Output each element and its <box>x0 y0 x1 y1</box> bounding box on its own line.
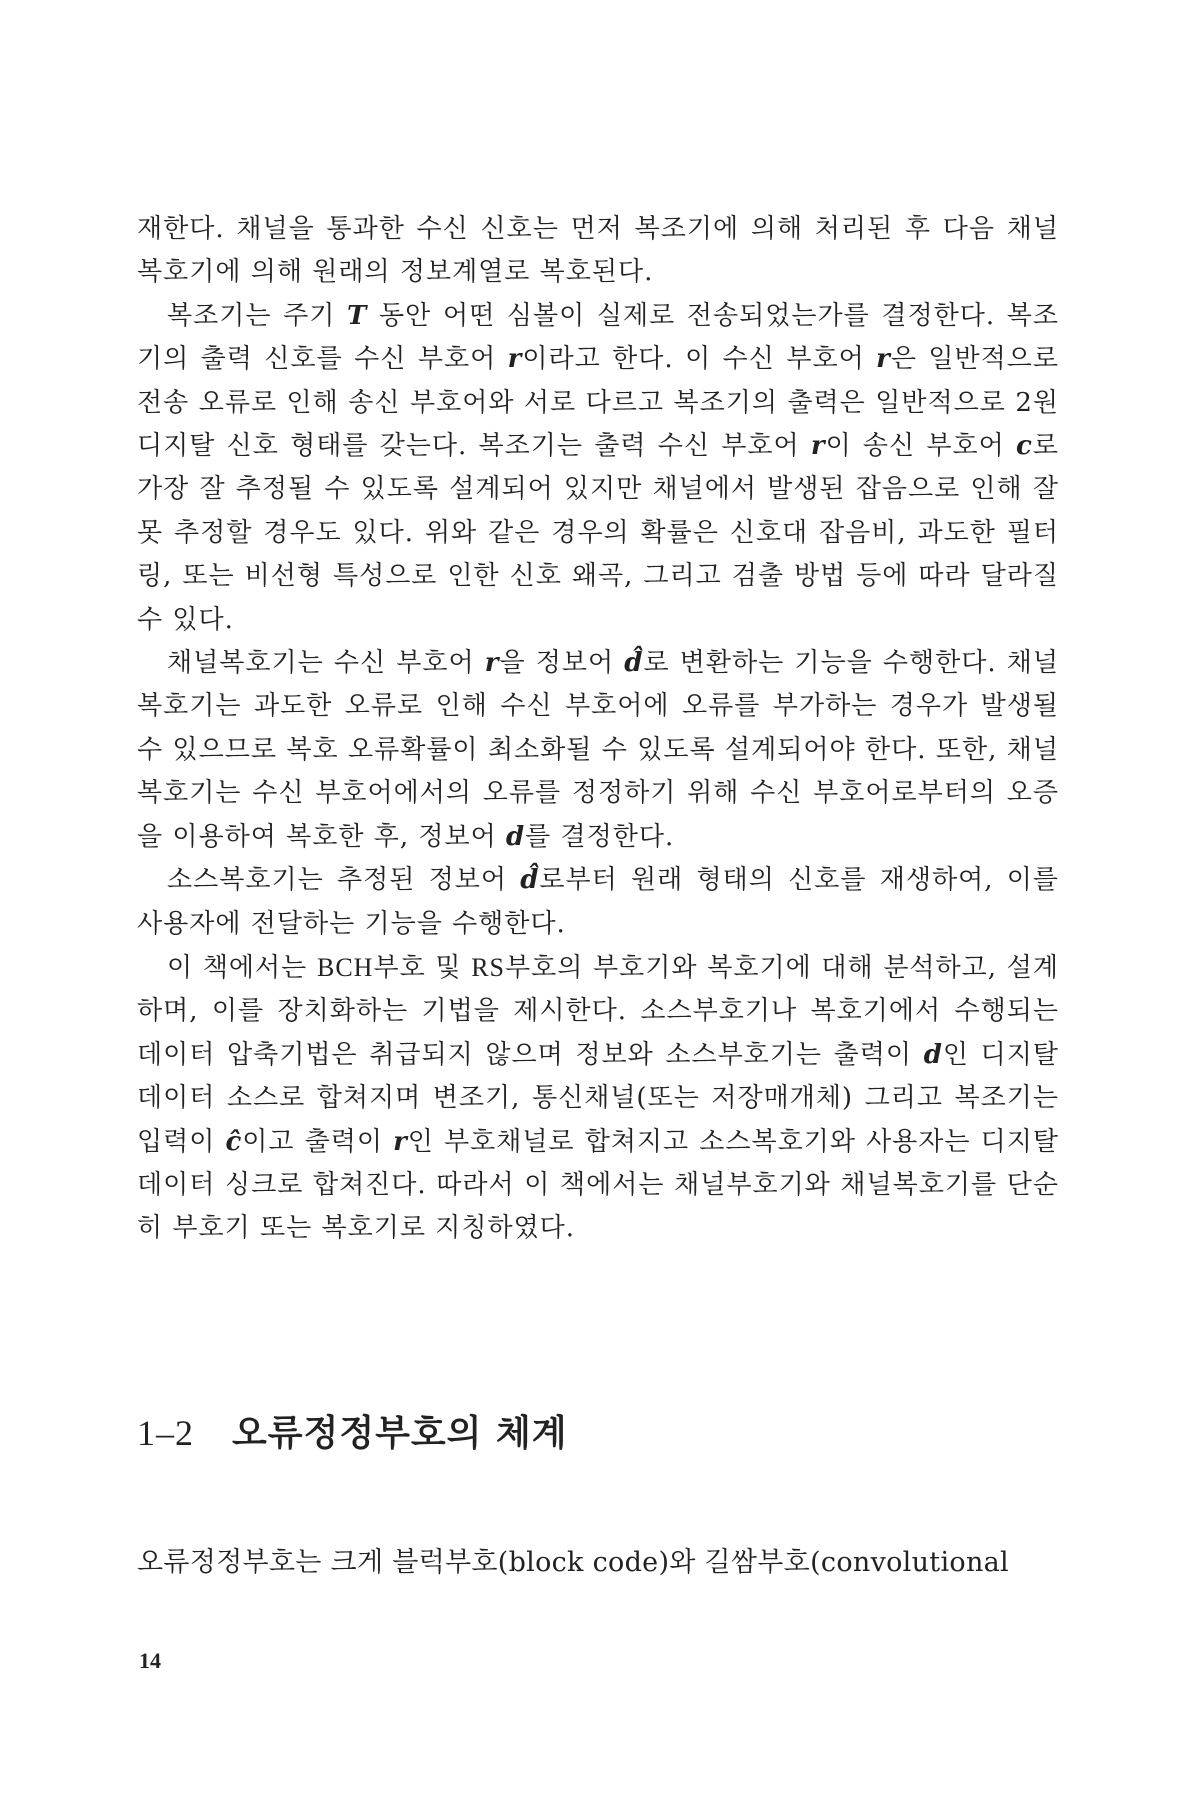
page-number: 14 <box>139 1648 161 1673</box>
body-text <box>137 208 1059 1251</box>
math-symbol: r <box>876 344 891 375</box>
math-symbol: d <box>505 821 526 852</box>
math-symbol: r <box>810 431 826 462</box>
text-run: 로 변환하는 기능을 수행한다. 채널복호기는 과도한 오류로 인해 수신 부호어에 오류를 부가하는 경우가 발생될 수 있으므로 복호 오류확률이 최소화될 수 있도록 설계되어야 한다. 또한, 채널복호기는 수신 부호어에서의 오류를 정정하기 위해 수신 부호어로부터의 오증을 이용하여 복호한 후, 정보어 <box>137 648 1059 852</box>
text-run: 이 책에서는 <box>167 952 317 983</box>
paragraph <box>137 859 1059 946</box>
text-run: 이 송신 부호어 <box>825 431 1017 462</box>
text-run: 은 일반적으로 전송 오류로 인해 송신 부호어와 서로 다르고 복조기의 출력은 일반적으로 2원 디지탈 신호 형태를 갖는다. 복조기는 출력 수신 부호어 <box>137 344 1059 462</box>
section-intro-line: 오류정정부호는 크게 블럭부호(block code)와 길쌈부호(convolutional <box>137 1547 1009 1578</box>
text-run: 로 가장 잘 추정될 수 있도록 설계되어 있지만 채널에서 발생된 잡음으로 인해 잘못 추정할 경우도 있다. 위와 같은 경우의 확률은 신호대 잡음비, 과도한 필터링, 또는 비선형 특성으로 인한 신호 왜곡, 그리고 검출 방법 등에 따라 달라질 수 있다. <box>137 431 1059 635</box>
math-symbol: d <box>923 1039 943 1070</box>
paragraph <box>137 642 1059 859</box>
text-run: 동안 어떤 심볼이 실제로 전송되었는가를 결정한다. 복조기의 출력 신호를 수신 부호어 <box>137 300 1059 375</box>
text-run: 부호의 부호기와 복호기에 대해 분석하고, 설계하며, 이를 장치화하는 기법을 제시한다. 소스부호기나 복호기에서 수행되는 데이터 압축기법은 취급되지 않으며 정보와 소스부호기는 출력이 <box>137 952 1059 1070</box>
math-symbol: r <box>393 1126 408 1157</box>
text-run: 채널복호기는 수신 부호어 <box>167 648 485 679</box>
text-run: 이고 출력이 <box>242 1126 394 1157</box>
math-symbol: d̂ <box>624 648 644 679</box>
text-run: 인 디지탈 데이터 소스로 합쳐지며 변조기, 통신채널(또는 저장매개체) 그리고 복조기는 입력이 <box>137 1039 1059 1157</box>
latin-term: BCH <box>316 952 374 982</box>
text-run: 부호 및 <box>373 952 472 983</box>
math-symbol: r <box>507 344 523 375</box>
text-run: 를 결정한다. <box>525 821 675 852</box>
text-run: 이라고 한다. 이 수신 부호어 <box>522 344 877 375</box>
math-symbol: d̂ <box>520 865 540 896</box>
math-symbol: c <box>1016 431 1033 462</box>
math-symbol: T <box>347 300 368 331</box>
section-number: 1–2 <box>137 1413 194 1453</box>
text-run: 로부터 원래 형태의 신호를 재생하여, 이를 사용자에 전달하는 기능을 수행한다. <box>137 865 1060 939</box>
section-title: 오류정정부호의 체계 <box>232 1412 568 1454</box>
text-run: 소스복호기는 추정된 정보어 <box>167 865 521 896</box>
text-run: 복조기는 주기 <box>167 300 348 331</box>
math-symbol: ĉ <box>225 1126 243 1157</box>
latin-term: RS <box>471 952 506 982</box>
section-heading <box>137 1405 568 1456</box>
paragraph <box>137 208 1059 295</box>
text-run: 인 부호채널로 합쳐지고 소스복호기와 사용자는 디지탈 데이터 싱크로 합쳐진다. 따라서 이 책에서는 채널부호기와 채널복호기를 단순히 부호기 또는 복호기로 지칭하였다. <box>137 1126 1059 1244</box>
text-run: 재한다. 채널을 통과한 수신 신호는 먼저 복조기에 의해 처리된 후 다음 채널 복호기에 의해 원래의 정보계열로 복호된다. <box>137 214 1059 288</box>
math-symbol: r <box>484 648 500 679</box>
paragraph <box>137 946 1059 1251</box>
paragraph <box>137 295 1059 642</box>
text-run: 을 정보어 <box>499 648 625 679</box>
